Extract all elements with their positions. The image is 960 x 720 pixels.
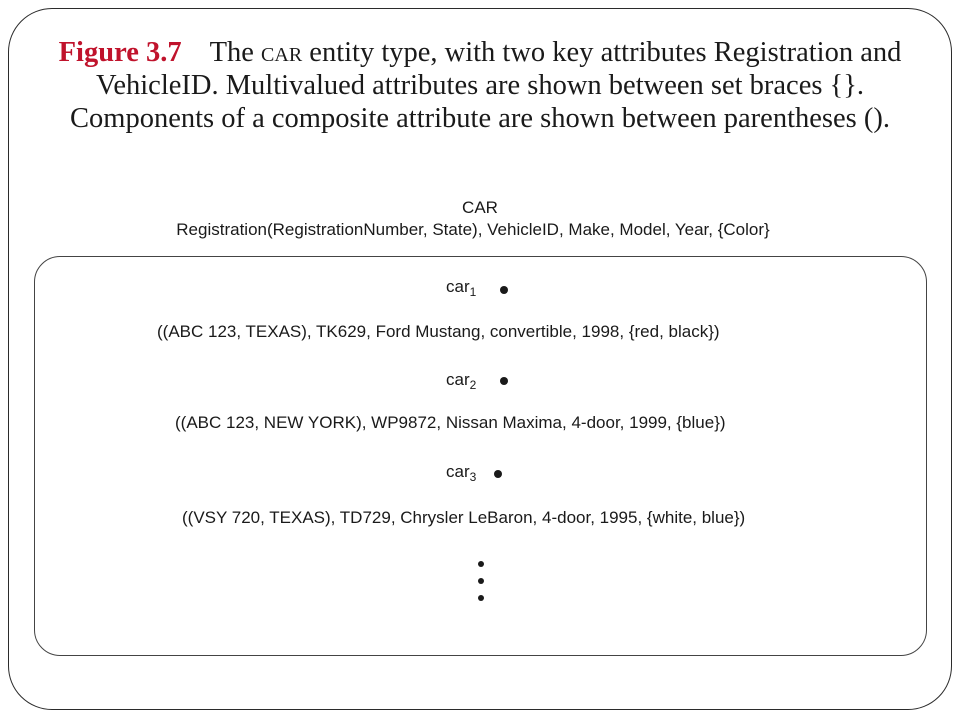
entity-value-car1: ((ABC 123, TEXAS), TK629, Ford Mustang, convertible, 1998, {red, black}) <box>157 322 720 341</box>
caption-entity-name: car <box>261 37 303 68</box>
caption-text-after: entity type, with two key attributes Registration and <box>309 37 902 68</box>
caption-line-1 <box>0 36 960 69</box>
ellipsis-dot-2 <box>478 578 484 584</box>
entity-value-car2: ((ABC 123, NEW YORK), WP9872, Nissan Maxima, 4-door, 1999, {blue}) <box>175 413 726 432</box>
entity-label-text: car <box>446 370 470 389</box>
figure-caption <box>0 36 960 135</box>
entity-dot-car1 <box>500 286 508 294</box>
caption-text-before: The <box>209 37 254 68</box>
caption-line-3: Components of a composite attribute are shown between parentheses (). <box>70 103 890 134</box>
ellipsis-dot-1 <box>478 561 484 567</box>
ellipsis-dot-3 <box>478 595 484 601</box>
entity-label-car2 <box>446 370 476 390</box>
figure-label: Figure 3.7 <box>58 37 182 68</box>
entity-label-car1 <box>446 277 476 297</box>
entity-type-attributes: Registration(RegistrationNumber, State), VehicleID, Make, Model, Year, {Color} <box>176 220 770 239</box>
entity-label-subscript: 2 <box>469 378 477 392</box>
entity-label-subscript: 1 <box>469 285 477 299</box>
caption-line-2: VehicleID. Multivalued attributes are shown between set braces {}. <box>95 70 865 101</box>
entity-type-name: CAR <box>462 198 498 217</box>
entity-label-subscript: 3 <box>469 470 477 484</box>
entity-label-text: car <box>446 462 470 481</box>
entity-dot-car2 <box>500 377 508 385</box>
entity-value-car3: ((VSY 720, TEXAS), TD729, Chrysler LeBaron, 4-door, 1995, {white, blue}) <box>182 508 746 527</box>
entity-dot-car3 <box>494 470 502 478</box>
entity-label-car3 <box>446 462 476 482</box>
entity-label-text: car <box>446 277 470 296</box>
